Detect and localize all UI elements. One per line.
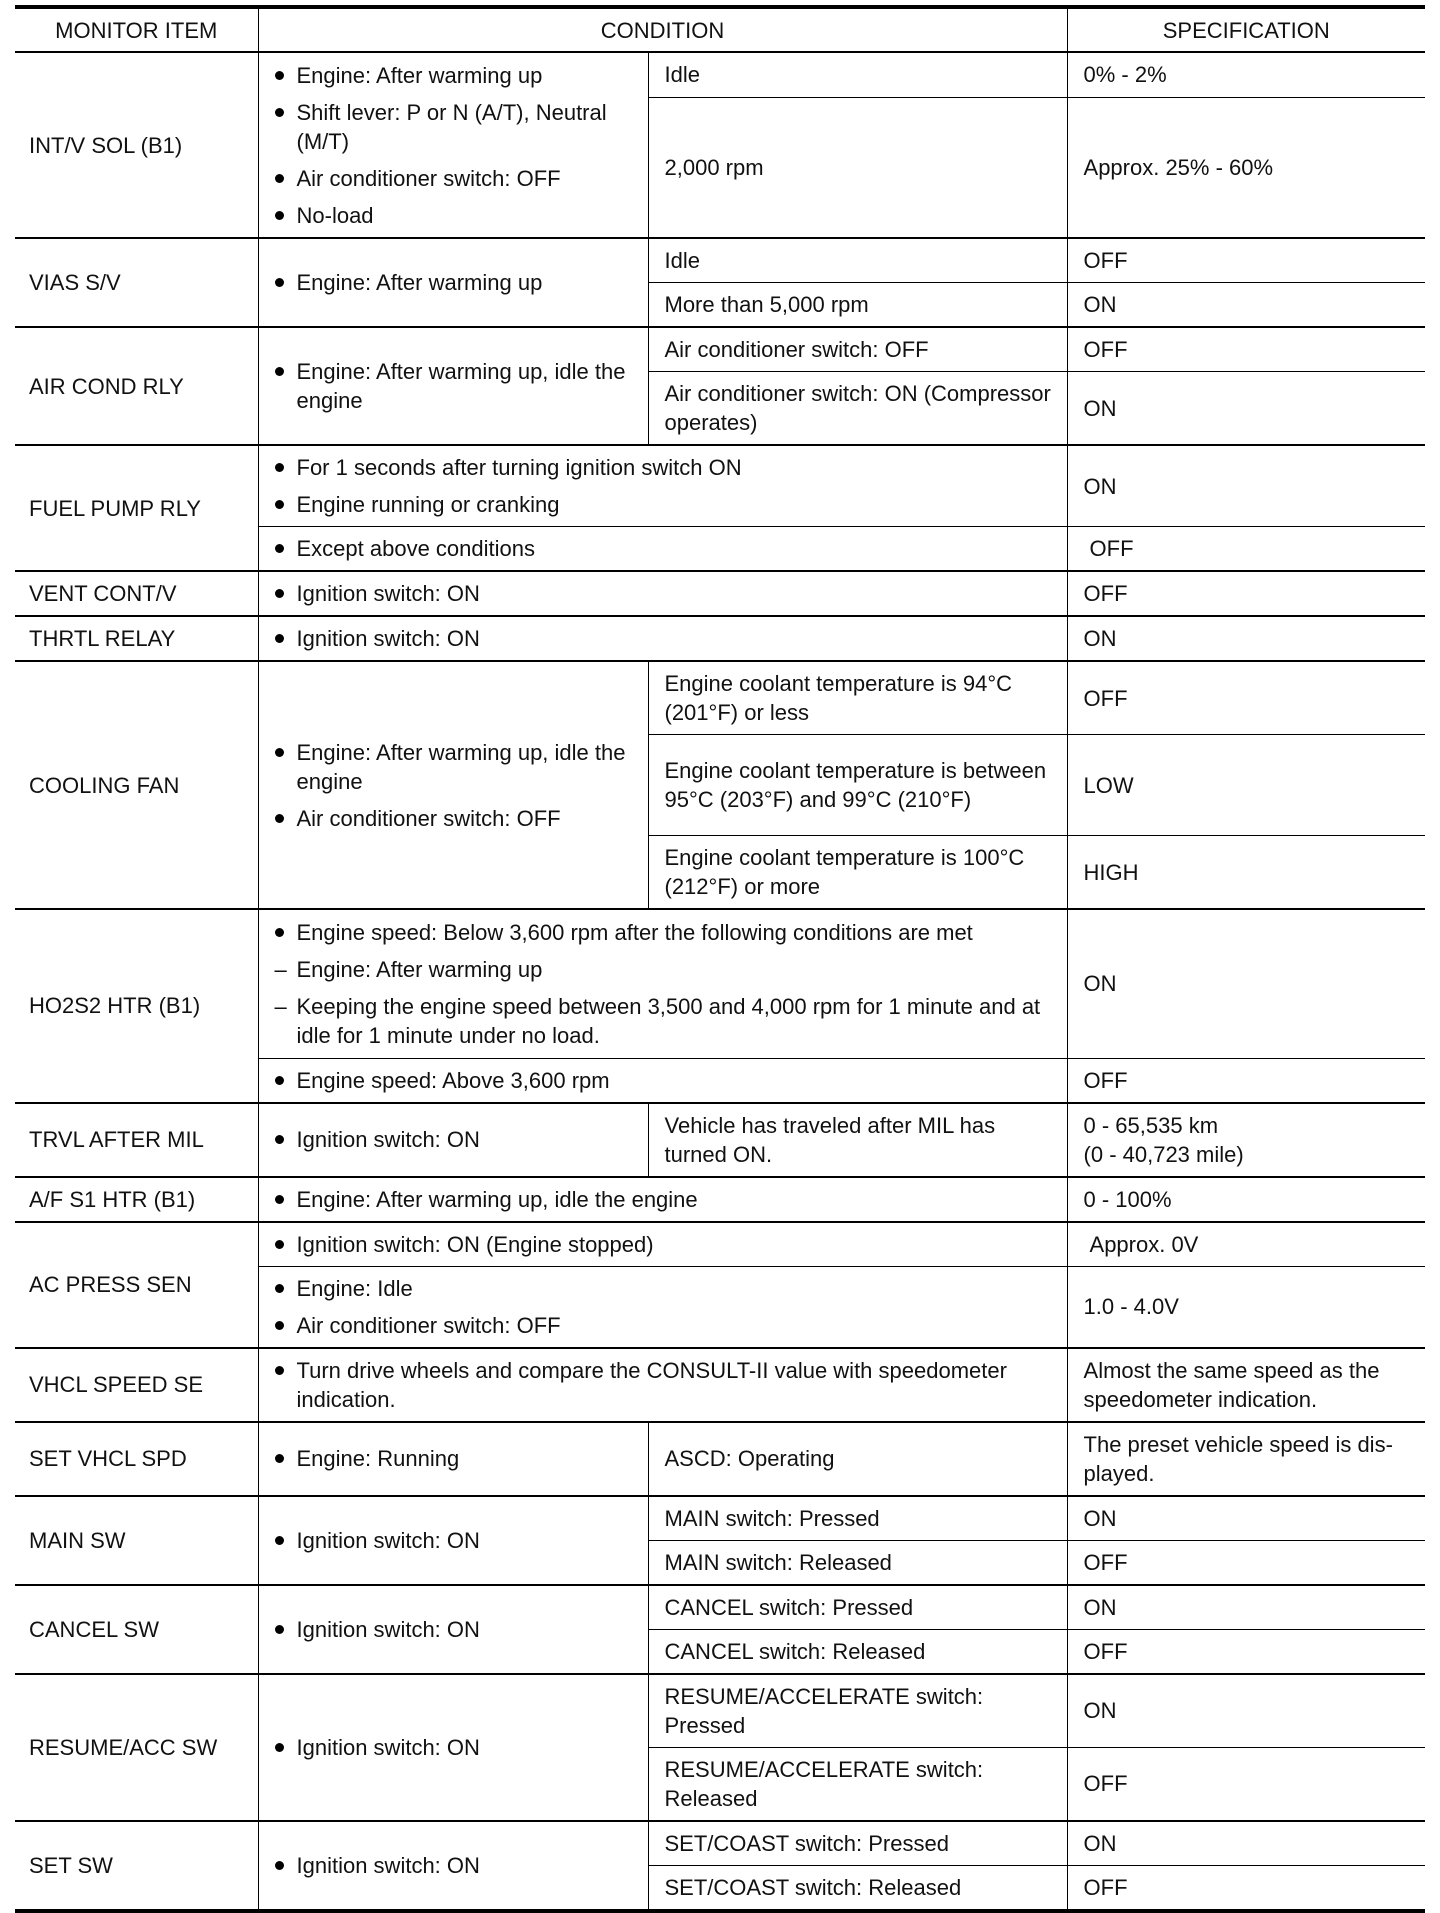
sub-condition: Air conditioner switch: OFF xyxy=(648,327,1067,372)
table-row xyxy=(15,1177,1425,1222)
specification: 0% - 2% xyxy=(1067,52,1425,97)
item-name: INT/V SOL (B1) xyxy=(15,52,258,238)
specification: OFF xyxy=(1067,1865,1425,1911)
sub-condition: ASCD: Operating xyxy=(648,1422,1067,1496)
specification: OFF xyxy=(1067,571,1425,616)
sub-condition: SET/COAST switch: Released xyxy=(648,1865,1067,1911)
specification: ON xyxy=(1067,1585,1425,1630)
monitor-spec-table xyxy=(15,5,1425,1913)
item-name: VHCL SPEED SE xyxy=(15,1348,258,1422)
sub-condition: Idle xyxy=(648,238,1067,283)
condition-bullet: For 1 seconds after turning ignition switch ON xyxy=(273,453,1053,482)
condition-bullet: Ignition switch: ON xyxy=(273,624,1053,653)
table-header-row xyxy=(15,7,1425,52)
condition-bullet: Engine: After warming up, idle the engine xyxy=(273,357,634,415)
condition-cell xyxy=(258,616,1067,661)
item-name: SET SW xyxy=(15,1821,258,1911)
sub-condition: CANCEL switch: Released xyxy=(648,1629,1067,1674)
table-row xyxy=(15,1348,1425,1422)
specification: OFF xyxy=(1067,327,1425,372)
sub-condition: Vehicle has traveled after MIL has turned ON. xyxy=(648,1103,1067,1177)
condition-cell xyxy=(258,327,648,445)
item-name: RESUME/ACC SW xyxy=(15,1674,258,1821)
item-name: HO2S2 HTR (B1) xyxy=(15,909,258,1103)
condition-dash: – Keeping the engine speed between 3,500 and 4,000 rpm for 1 minute and at idle for 1 minute under no load. xyxy=(273,992,1053,1050)
condition-bullet: Ignition switch: ON xyxy=(273,1851,634,1880)
sub-condition: SET/COAST switch: Pressed xyxy=(648,1821,1067,1866)
condition-bullet: Air conditioner switch: OFF xyxy=(273,164,634,193)
condition-cell xyxy=(258,1177,1067,1222)
table-row xyxy=(15,1422,1425,1496)
condition-cell xyxy=(258,1496,648,1585)
specification: 1.0 - 4.0V xyxy=(1067,1266,1425,1348)
header-monitor-item: MONITOR ITEM xyxy=(15,7,258,52)
condition-bullet: Engine speed: Above 3,600 rpm xyxy=(273,1066,1053,1095)
condition-bullet: Ignition switch: ON xyxy=(273,1125,634,1154)
condition-cell xyxy=(258,1222,1067,1267)
table-row xyxy=(15,445,1425,527)
specification: OFF xyxy=(1067,661,1425,735)
item-name: FUEL PUMP RLY xyxy=(15,445,258,571)
specification: OFF xyxy=(1067,238,1425,283)
condition-bullet: Shift lever: P or N (A/T), Neutral (M/T) xyxy=(273,98,634,156)
specification: ON xyxy=(1067,1674,1425,1748)
header-specification: SPECIFICATION xyxy=(1067,7,1425,52)
condition-cell xyxy=(258,1821,648,1911)
condition-bullet: Ignition switch: ON (Engine stopped) xyxy=(273,1230,1053,1259)
sub-condition: Engine coolant temperature is between 95°C (203°F) and 99°C (210°F) xyxy=(648,735,1067,836)
item-name: CANCEL SW xyxy=(15,1585,258,1674)
condition-bullet: Engine speed: Below 3,600 rpm after the following conditions are met xyxy=(273,918,1053,947)
condition-cell xyxy=(258,527,1067,572)
sub-condition: MAIN switch: Pressed xyxy=(648,1496,1067,1541)
specification: ON xyxy=(1067,372,1425,446)
condition-bullet: Engine: After warming up, idle the engine xyxy=(273,738,634,796)
condition-bullet: Engine: Idle xyxy=(273,1274,1053,1303)
table-row xyxy=(15,1585,1425,1630)
condition-dash: – Engine: After warming up xyxy=(273,955,1053,984)
table-row xyxy=(15,1103,1425,1177)
condition-cell xyxy=(258,1103,648,1177)
specification xyxy=(1067,1103,1425,1177)
specification: OFF xyxy=(1067,1629,1425,1674)
table-row xyxy=(15,1496,1425,1541)
specification: The preset vehicle speed is dis-played. xyxy=(1067,1422,1425,1496)
condition-cell xyxy=(258,571,1067,616)
sub-condition: Engine coolant temperature is 94°C (201°F) or less xyxy=(648,661,1067,735)
item-name: A/F S1 HTR (B1) xyxy=(15,1177,258,1222)
condition-bullet: Air conditioner switch: OFF xyxy=(273,1311,1053,1340)
item-name: AIR COND RLY xyxy=(15,327,258,445)
condition-cell xyxy=(258,1348,1067,1422)
item-name: VENT CONT/V xyxy=(15,571,258,616)
item-name: TRVL AFTER MIL xyxy=(15,1103,258,1177)
condition-cell xyxy=(258,1422,648,1496)
item-name: MAIN SW xyxy=(15,1496,258,1585)
table-row xyxy=(15,1222,1425,1267)
specification: ON xyxy=(1067,445,1425,527)
specification: ON xyxy=(1067,283,1425,328)
condition-bullet: Air conditioner switch: OFF xyxy=(273,804,634,833)
table-row xyxy=(15,238,1425,283)
sub-condition: Idle xyxy=(648,52,1067,97)
condition-cell xyxy=(258,238,648,327)
condition-bullet: Engine: After warming up xyxy=(273,61,634,90)
sub-condition: RESUME/ACCELERATE switch: Released xyxy=(648,1747,1067,1821)
table-row xyxy=(15,616,1425,661)
table-row xyxy=(15,1674,1425,1748)
condition-cell xyxy=(258,445,1067,527)
spec-line: (0 - 40,723 mile) xyxy=(1083,1141,1244,1167)
condition-bullet: Ignition switch: ON xyxy=(273,1733,634,1762)
specification: Approx. 25% - 60% xyxy=(1067,97,1425,238)
specification: HIGH xyxy=(1067,836,1425,910)
condition-cell xyxy=(258,909,1067,1058)
condition-cell xyxy=(258,1266,1067,1348)
table-row xyxy=(15,52,1425,97)
condition-bullet: Engine: Running xyxy=(273,1444,634,1473)
sub-condition: More than 5,000 rpm xyxy=(648,283,1067,328)
condition-bullet: Ignition switch: ON xyxy=(273,1526,634,1555)
item-name: AC PRESS SEN xyxy=(15,1222,258,1348)
condition-bullet: Ignition switch: ON xyxy=(273,1615,634,1644)
table-row xyxy=(15,1821,1425,1866)
item-name: COOLING FAN xyxy=(15,661,258,909)
specification: OFF xyxy=(1067,1540,1425,1585)
header-condition: CONDITION xyxy=(258,7,1067,52)
specification: ON xyxy=(1067,1496,1425,1541)
condition-cell xyxy=(258,1674,648,1821)
sub-condition: MAIN switch: Released xyxy=(648,1540,1067,1585)
condition-bullet: No-load xyxy=(273,201,634,230)
condition-cell xyxy=(258,1585,648,1674)
table-row xyxy=(15,661,1425,735)
specification: OFF xyxy=(1067,527,1425,572)
condition-cell xyxy=(258,1058,1067,1103)
spec-line: 0 - 65,535 km xyxy=(1083,1112,1219,1138)
sub-condition: CANCEL switch: Pressed xyxy=(648,1585,1067,1630)
condition-bullet: Engine: After warming up, idle the engine xyxy=(273,1185,1053,1214)
specification: LOW xyxy=(1067,735,1425,836)
condition-bullet: Turn drive wheels and compare the CONSULT-II value with speedometer indication. xyxy=(273,1356,1053,1414)
specification: ON xyxy=(1067,1821,1425,1866)
sub-condition: Air conditioner switch: ON (Compressor operates) xyxy=(648,372,1067,446)
specification: 0 - 100% xyxy=(1067,1177,1425,1222)
sub-condition: 2,000 rpm xyxy=(648,97,1067,238)
specification: ON xyxy=(1067,909,1425,1058)
condition-bullet: Engine running or cranking xyxy=(273,490,1053,519)
condition-bullet: Ignition switch: ON xyxy=(273,579,1053,608)
table-row xyxy=(15,327,1425,372)
item-name: VIAS S/V xyxy=(15,238,258,327)
specification: Approx. 0V xyxy=(1067,1222,1425,1267)
condition-cell xyxy=(258,52,648,238)
condition-cell xyxy=(258,661,648,909)
specification: Almost the same speed as the speedometer indication. xyxy=(1067,1348,1425,1422)
condition-bullet: Engine: After warming up xyxy=(273,268,634,297)
sub-condition: RESUME/ACCELERATE switch: Pressed xyxy=(648,1674,1067,1748)
specification: OFF xyxy=(1067,1747,1425,1821)
condition-bullet: Except above conditions xyxy=(273,534,1053,563)
table-row xyxy=(15,571,1425,616)
sub-condition: Engine coolant temperature is 100°C (212°F) or more xyxy=(648,836,1067,910)
table-row xyxy=(15,909,1425,1058)
item-name: SET VHCL SPD xyxy=(15,1422,258,1496)
specification: ON xyxy=(1067,616,1425,661)
specification: OFF xyxy=(1067,1058,1425,1103)
item-name: THRTL RELAY xyxy=(15,616,258,661)
